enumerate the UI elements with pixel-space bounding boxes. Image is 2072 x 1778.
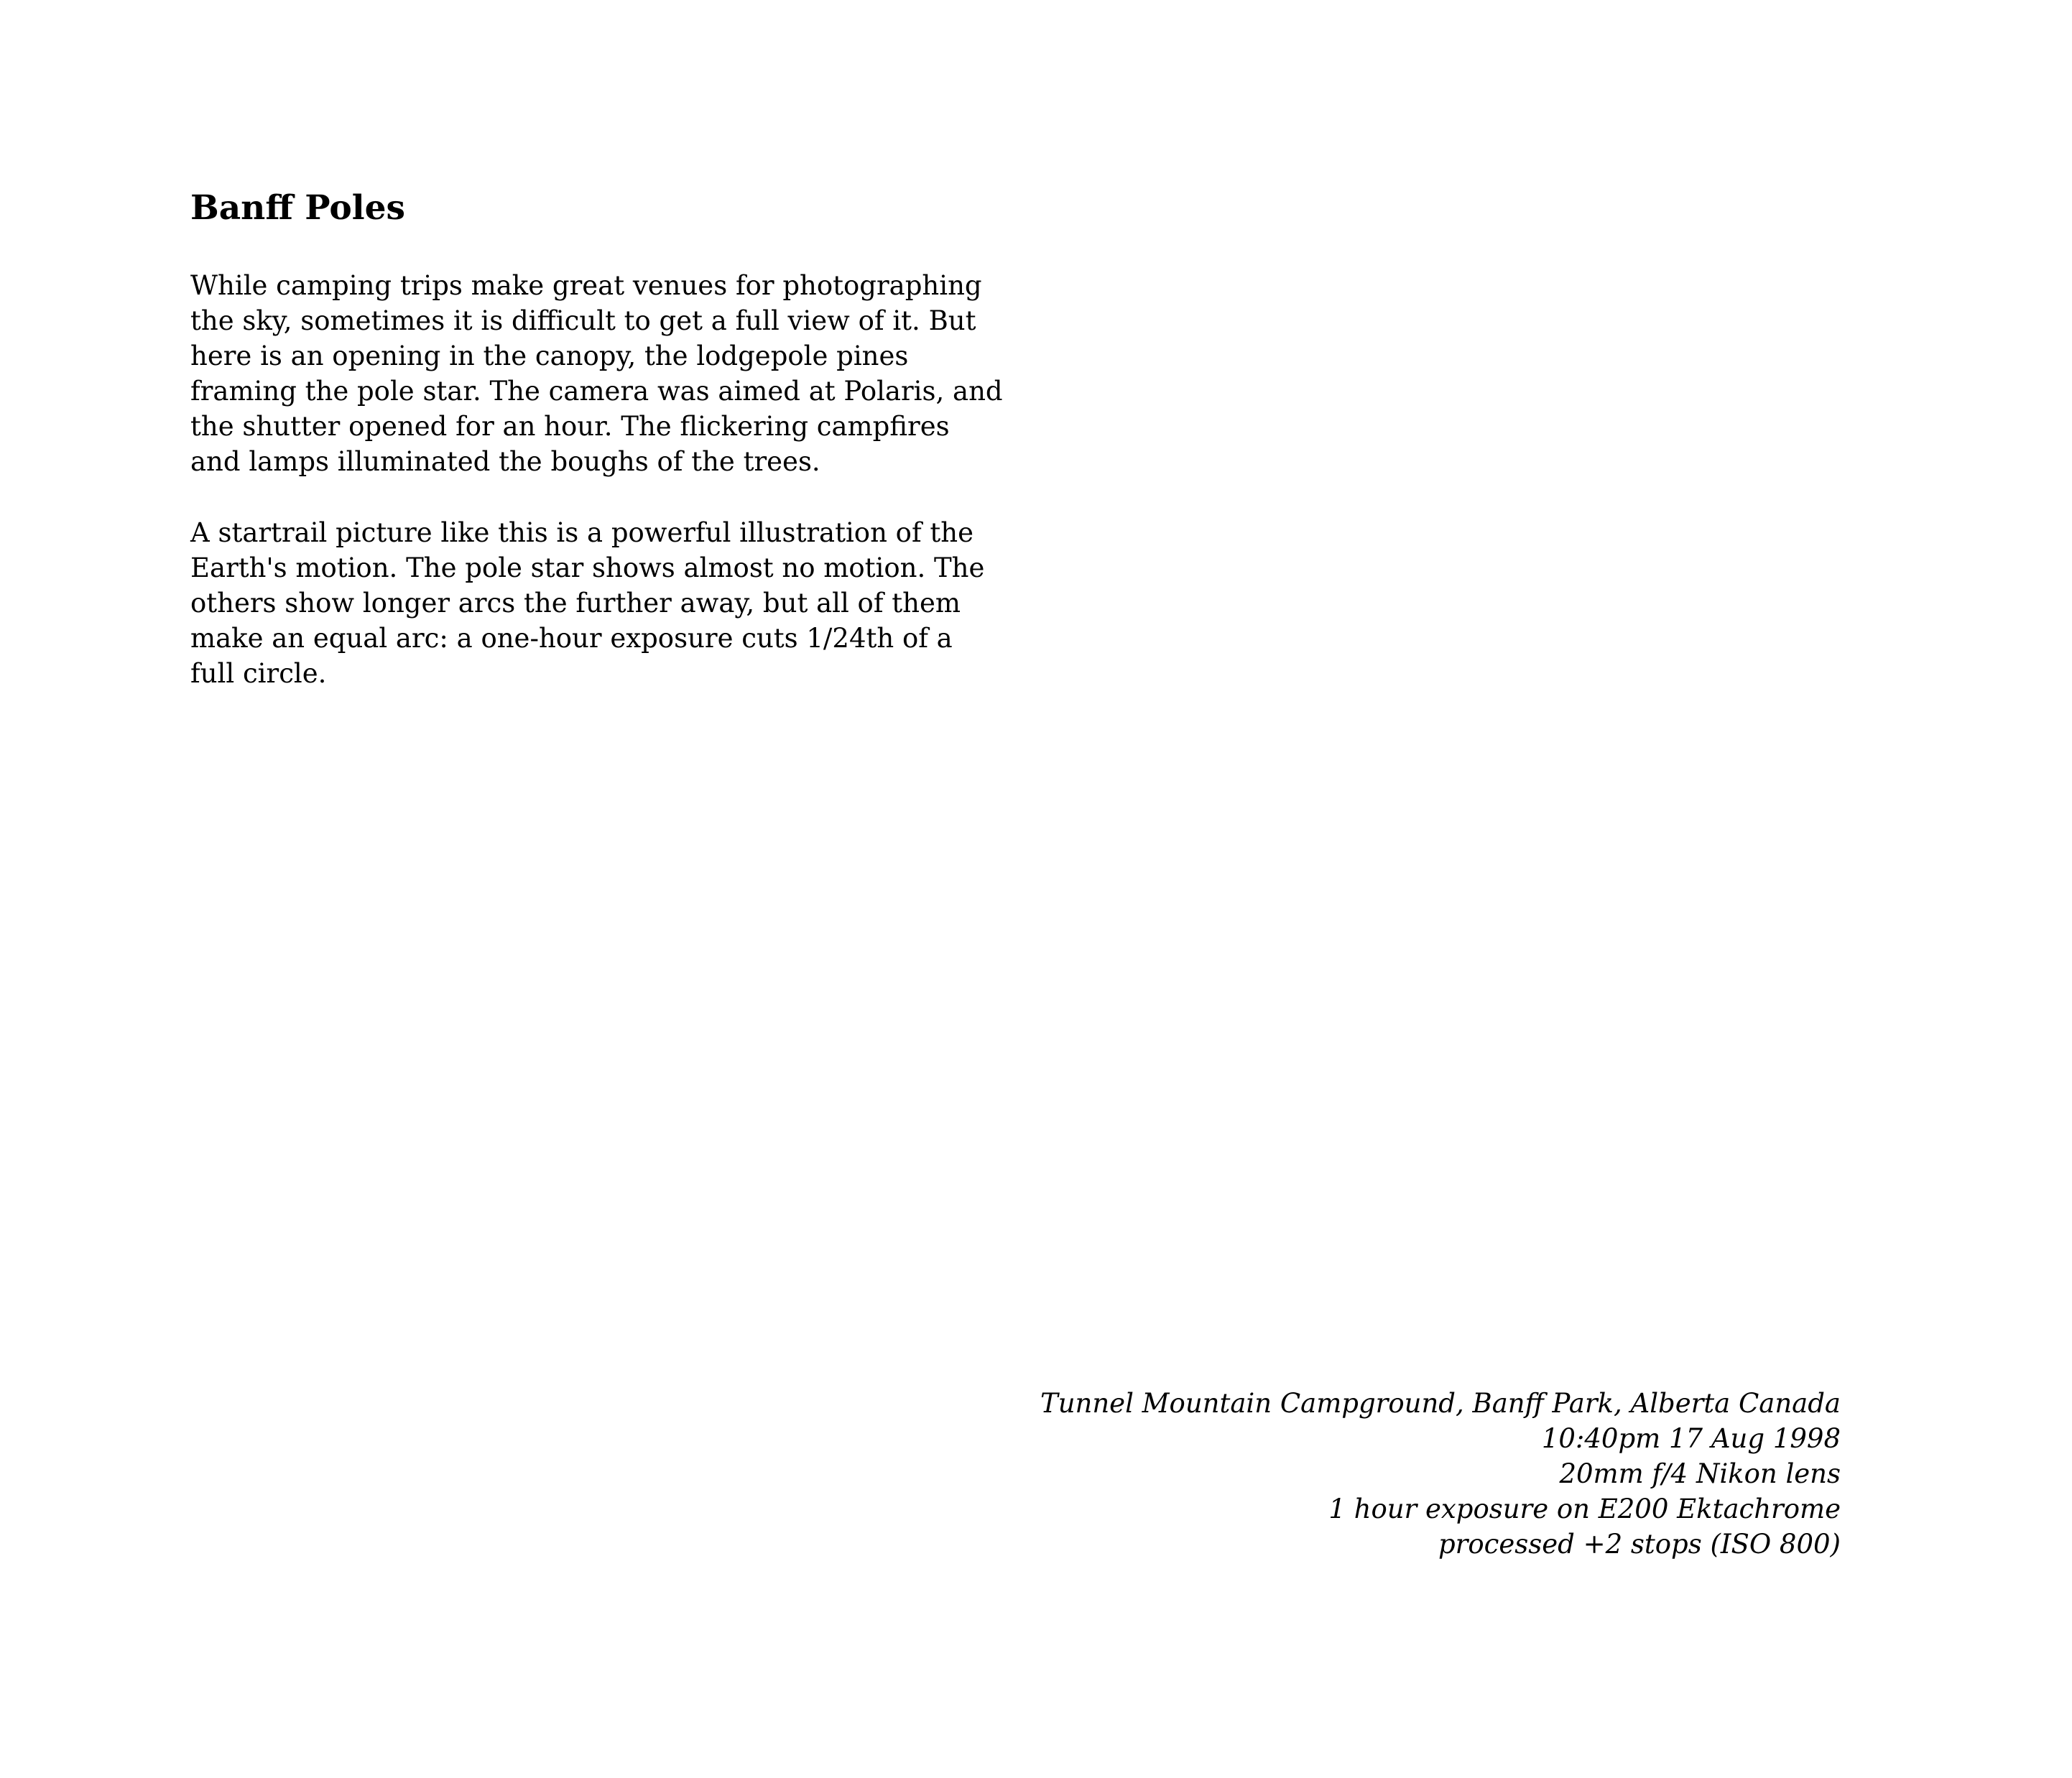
document-title: Banff Poles [190, 188, 405, 228]
paragraph-line: and lamps illuminated the boughs of the trees. [190, 446, 820, 477]
photo-caption [1040, 1386, 1841, 1562]
paragraph-line: the shutter opened for an hour. The flickering campfires [190, 411, 950, 442]
paragraph-startrail [190, 515, 1002, 691]
paragraph-line: A startrail picture like this is a powerful illustration of the [190, 517, 974, 548]
paragraph-line: the sky, sometimes it is difficult to get a full view of it. But [190, 305, 976, 336]
caption-exposure: 1 hour exposure on E200 Ektachrome [1328, 1494, 1841, 1524]
paragraph-line: others show longer arcs the further away, but all of them [190, 588, 961, 619]
paragraph-line: Earth's motion. The pole star shows almost no motion. The [190, 552, 985, 583]
paragraph-line: framing the pole star. The camera was aimed at Polaris, and [190, 376, 1003, 407]
paragraph-line: While camping trips make great venues for photographing [190, 270, 982, 301]
paragraph-camping [190, 268, 1002, 479]
paragraph-line: full circle. [190, 658, 327, 689]
caption-date: 10:40pm 17 Aug 1998 [1541, 1423, 1841, 1454]
paragraph-line: make an equal arc: a one-hour exposure cuts 1/24th of a [190, 623, 953, 654]
caption-lens: 20mm f/4 Nikon lens [1559, 1458, 1841, 1489]
caption-location: Tunnel Mountain Campground, Banff Park, Alberta Canada [1040, 1388, 1841, 1419]
caption-processing: processed +2 stops (ISO 800) [1438, 1529, 1841, 1560]
paragraph-line: here is an opening in the canopy, the lodgepole pines [190, 341, 909, 371]
